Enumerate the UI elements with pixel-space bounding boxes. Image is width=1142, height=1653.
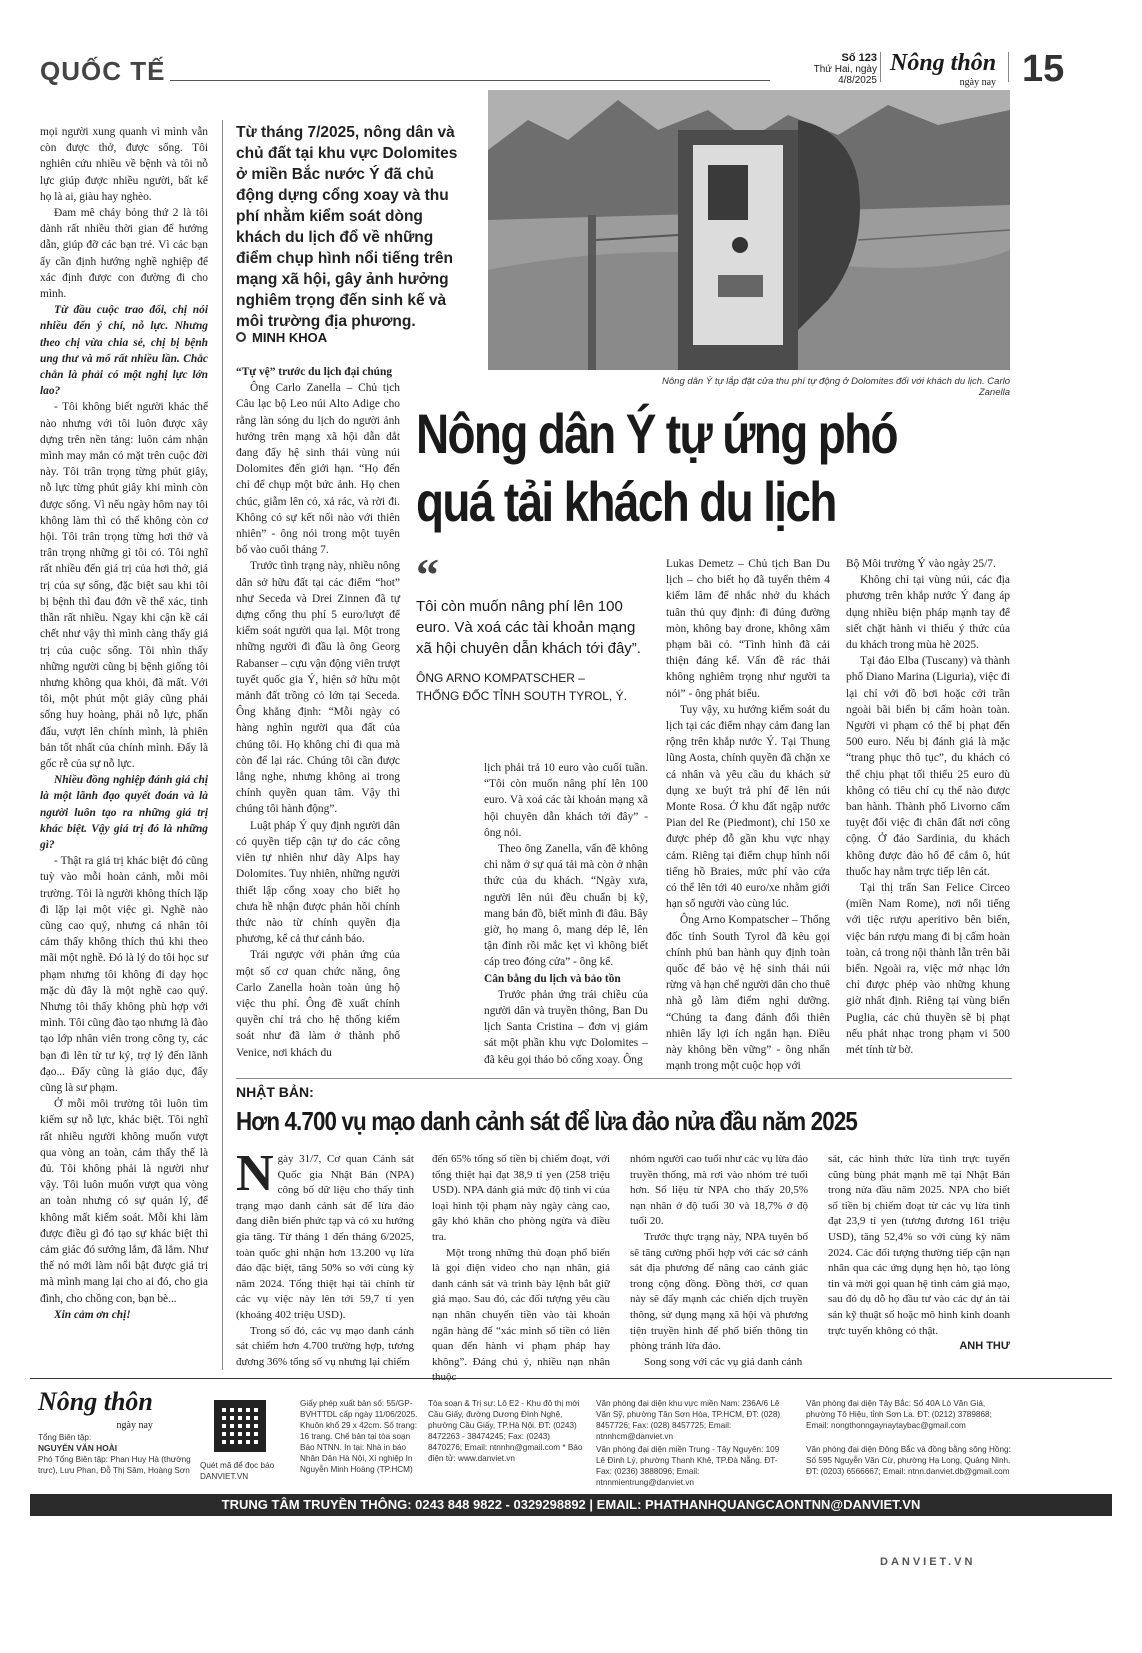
article-paragraph: Không chỉ tại vùng núi, các địa phương trên khắp nước Ý đang áp dụng nhiều biện pháp mạnh tay để siết chặt hành vi thiếu ý thức của du khách trong mùa hè 2025. (846, 574, 1010, 652)
masthead-logo (890, 52, 996, 94)
quote-icon: “ (416, 549, 439, 600)
left-paragraph: - Thật ra giá trị khác biệt đó cũng tuỳ vào mỗi hoàn cảnh, mỗi môi trường. Tôi là người không thích lặp đi lặp lại một việc gì. Nghề nào cũng cao quý, nhưng cá nhân tôi cảm thấy không thích thú khi theo mãi một nghề. Đó là lý do tôi học sư phạm nhưng tôi không đi dạy học mặc dù đây là một nghề cao quý. Nhưng tôi thấy không phù hợp với mình. Tôi cũng đào tạo nhưng là đào tạo lớp nhân viên trong công ty, các bạn đi lên từ tư ký, trợ lý đến lãnh đạo... Đấy cũng là giáo dục, đấy cũng là sư phạm. (40, 855, 208, 1094)
article-paragraph: Tại thị trấn San Felice Circeo (miền Nam Rome), nơi nổi tiếng với tiệc rượu aperitivo bên biển, việc bán rượu mang đi bị cấm hoàn toàn, cả trong nội thành lẫn trên bãi biển. Ngoài ra, việc mở nhạc lớn chỉ được phép vào những khung giờ nhất định. Riêng tại vùng biển Puglia, các chủ thuyền sẽ bị phạt nếu phát nhạc trong phạm vi 500 mét tính từ bờ. (846, 882, 1010, 1057)
article-lede: Từ tháng 7/2025, nông dân và chủ đất tại khu vực Dolomites ở miền Bắc nước Ý đã chủ động dựng cổng xoay và thu phí nhằm kiểm soát dòng khách du lịch đổ về những điểm chụp hình nổi tiếng trên mạng xã hội, gây ảnh hưởng nghiêm trọng đến sinh kế và môi trường địa phương. (236, 124, 458, 330)
article-paragraph: Tuy vậy, xu hướng kiểm soát du lịch tại các điểm nhạy cảm đang lan rộng trên khắp nước Ý. Tại Thung lũng Aosta, chính quyền đã chặn xe cá nhân và yêu cầu du khách sử dụng xe buýt trả phí để lên núi Monte Rosa. Ở khu đất ngập nước Pian del Re (Piedmont), chỉ 150 xe được phép đỗ gần khu vực nhạy cảm. Riêng tại điểm chụp hình nổi tiếng hồ Braies, mức phí vào cửa có thể lên tới 40 euro/xe nhằm giới hạn số người vào cùng lúc. (666, 703, 830, 911)
qr-code[interactable] (214, 1400, 266, 1452)
article-column-4 (846, 556, 1010, 1058)
article-paragraph: Theo ông Zanella, vấn đề không chỉ nằm ở sự quá tải mà còn ở nhận thức của du khách. “Ngày xưa, người lên núi đều chuẩn bị kỹ, mang bản đồ, biết mình đi đâu. Bây giờ, họ mang ô, mang dép lê, lên tận đỉnh rồi mắc kẹt vì không biết cáp treo đóng cửa” - ông kể. (484, 843, 648, 969)
story-divider (236, 1078, 1012, 1079)
section-title: QUỐC TẾ (40, 56, 166, 86)
header-separator-2 (1008, 52, 1009, 82)
left-question: Từ đầu cuộc trao đổi, chị nói nhiều đến ý chí, nỗ lực. Nhưng theo chị vừa chia sẻ, chị bị bệnh ung thư và mổ rất nhiều lần. Chắc chắn là phải có một nghị lực lớn lao? (40, 304, 208, 398)
northwest-office: Văn phòng đại diện Tây Bắc: Số 40A Lò Văn Giá, phường Tô Hiệu, tỉnh Sơn La. ĐT: (0212) 3789868; Email: nongthonngaynaytaybac@gmail.com (806, 1399, 992, 1430)
left-column (40, 124, 208, 1323)
article-paragraph: Trước phản ứng trái chiều của người dân và truyền thông, Ban Du lịch Santa Cristina – đơn vị giám sát một phần khu vực Dolomites – đã kêu gọi tháo bỏ cổng xoay. Ông (484, 988, 648, 1066)
office-info: Tòa soạn & Trị sự: Lô E2 - Khu đô thị mới Cầu Giấy, đường Dương Đình Nghệ, phường Cầu Giấy, TP.Hà Nội. ĐT: (0243) 8472263 - 38474245; Fax: (0243) 8470276; Email: ntnnhn@gmail.com * Báo điện tử: www.danviet.vn (428, 1399, 583, 1463)
japan-column-4 (828, 1152, 1010, 1355)
article-photo (488, 90, 1010, 370)
left-paragraph: - Tôi không biết người khác thế nào nhưng với tôi luôn được xây dựng trên nền tảng: luôn cảm nhận mình may mắn có mặt trên cuộc đời này. Tôi trân trọng từng phút giây, nỗ lực từng phút giây khi mình còn được sống. Vì nếu ngày hôm nay tôi không làm thì có thể không còn cơ hội. Tôi trân trọng từng hơi thở và trân trọng những gì tôi có. Tôi nghĩ rất nhiều đến giá trị của hơi thở, giá trị của sự sống, đặc biệt sau khi tôi bị bệnh thì đau đớn về thể xác, tinh thần rất nhiều. Ngay khi cận kề cái chết như vậy thì mình càng thấy giá trị của cuộc sống. Tôi nhìn thấy những người cũng bị bệnh giống tôi nhưng không qua khỏi, đã mất. Với tôi, một phút một giây cũng phải sống huy hoàng, phải nỗ lực, phấn đấu, vượt lên chính mình, là phiên bản tốt nhất của chính mình. Đấy là gốc rễ của sự nỗ lực. (40, 401, 208, 770)
article-paragraph: Song song với các vụ giả danh cảnh (644, 1355, 803, 1368)
article-paragraph: Trong số đó, các vụ mạo danh cảnh sát chiếm hơn 4.700 trường hợp, tương đương 36% tổng số vụ nhưng lại chiếm (236, 1324, 414, 1368)
article-paragraph: Một trong những thủ đoạn phổ biến là gọi điện video cho nạn nhân, giả danh cảnh sát và trình bày lệnh bắt giữ giả mạo. Sau đó, các đối tượng yêu cầu nạn nhân chuyển tiền vào tài khoản ngân hàng để “xác minh số tiền có liên quan đến hành vi phạm pháp hay không”. Đáng chú ý, nhiều nạn nhân (432, 1246, 610, 1368)
quote-attribution: ÔNG ARNO KOMPATSCHER – THỐNG ĐỐC TỈNH SOUTH TYROL, Ý. (416, 671, 627, 703)
article-byline: MINH KHOA (236, 330, 327, 345)
editorial-board: Tổng Biên tập: NGUYỄN VĂN HOÀI Phó Tổng Biên tập: Phan Huy Hà (thường trực), Lưu Phan, Đỗ Thị Sâm, Hoàng Sơn (38, 1433, 191, 1475)
article-paragraph: Tại đảo Elba (Tuscany) và thành phố Diano Marina (Liguria), việc đi lại chỉ với đồ bơi hoặc cởi trần ngoài bãi biển bị cấm hoàn toàn. Người vi phạm có thể bị phạt đến 500 euro. Nếu bị đánh giá là mặc “trang phục thô tục”, du khách có thể chịu phạt tối thiểu 25 euro dù không có tiêu chí cụ thể nào được ban hành. Thành phố Livorno cấm tuyệt đối việc đi chân đất nơi công cộng. Ở đảo Sardinia, du khách không được đào hố để cắm ô, hút thuốc hay nằm trực tiếp lên cát. (846, 655, 1010, 878)
article-paragraph: Lukas Demetz – Chủ tịch Ban Du lịch – cho biết họ đã tuyển thêm 4 kiểm lâm để nhắc nhở du khách tuân thủ quy định: đi đúng đường mòn, không bay drone, không xâm phạm bãi cỏ. “Tình hình đã cải thiện đáng kể. Vấn đề rác thải không nghiêm trọng như người ta nói” - ông phát biểu. (666, 558, 830, 700)
left-question: Nhiều đồng nghiệp đánh giá chị là một lãnh đạo quyết đoán và là người luôn tạo ra những giá trị khác biệt. Vậy giá trị đó là những gì? (40, 774, 208, 851)
japan-headline: Hơn 4.700 vụ mạo danh cảnh sát để lừa đảo nửa đầu năm 2025 (236, 1106, 857, 1136)
photo-illustration (488, 90, 1010, 370)
quote-text: Tôi còn muốn nâng phí lên 100 euro. Và xoá các tài khoản mạng xã hội chuyên dẫn khách tới đây”. (416, 598, 641, 657)
article-paragraph: Trước thực trạng này, NPA tuyên bố sẽ tăng cường phối hợp với các sở cảnh sát địa phương để nâng cao cảnh giác trong cộng đồng. Đồng thời, cơ quan này sẽ đẩy mạnh các chiến dịch truyền thông, sử dụng mạng xã hội và phương tiện truyền hình để phổ biến thông tin phòng tránh lừa đảo. (630, 1230, 808, 1353)
article-paragraph: Bộ Môi trường Ý vào ngày 25/7. (846, 558, 996, 570)
northeast-office: Văn phòng đại diện Đông Bắc và đồng bằng sông Hồng: Số 595 Nguyễn Văn Cừ, phường Hạ Long, Quảng Ninh. ĐT: (0203) 6566667; Email: ntnn.danviet.db@gmail.com (806, 1445, 1011, 1476)
issue-date: Thứ Hai, ngày 4/8/2025 (813, 64, 877, 86)
photo-caption: Nông dân Ý tự lắp đặt cửa thu phí tự động ở Dolomites đối với khách du lịch. Carlo Zanella (662, 376, 1010, 398)
japan-column-1: Ngày 31/7, Cơ quan Cảnh sát Quốc gia Nhật Bản (NPA) công bố dữ liệu cho thấy tình trạng mạo danh cảnh sát để lừa đảo đang diễn biến phức tạp và có xu hướng gia tăng. Từ tháng 1 đến tháng 6/2025, toàn quốc ghi nhận hơn 13.200 vụ lừa đảo đặc biệt, tăng 50% so với cùng kỳ năm 2024. Tổng thiệt hại tài chính từ các vụ việc này lên tới 59,7 tỉ yen (khoảng 402 triệu USD). Trong số đó, các vụ mạo danh cảnh sát chiếm hơn 4.700 trường hợp, tương đương 36% tổng số vụ nhưng lại chiếm (236, 1152, 414, 1370)
footer-logo: Nông thôn ngày nay (38, 1387, 153, 1431)
article-paragraph: lịch phải trả 10 euro vào cuối tuần. “Tôi còn muốn nâng phí lên 100 euro. Và xoá các tài khoản mạng xã hội chuyên dẫn khách tới đây” - ông nói. (484, 762, 648, 839)
masthead-subtitle: ngày nay (959, 77, 997, 88)
left-paragraph: mọi người xung quanh vì mình vẫn còn được thở, được sống. Tôi nghiên cứu nhiều về bệnh và tôi nỗ lực giúp được nhiều người, bất kể họ là ai, giàu hay nghèo. (40, 126, 208, 203)
article-paragraph: sát, các hình thức lừa tình trực tuyến cũng bùng phát mạnh mẽ tại Nhật Bản trong nửa đầu năm 2025. NPA cho biết số tiền bị chiếm đoạt từ các vụ lừa tình đạt 23,9 tỉ yen (tương đương 161 triệu USD), tăng 52,4% so với cùng kỳ năm 2024. Các đối tượng thường tiếp cận nạn nhân qua các ứng dụng hẹn hò, tạo lòng tin và mời gọi quan hệ tình cảm giả mạo, sau đó dụ dỗ họ đầu tư vào các dự án tài sản kỹ thuật số hoặc mô hình kinh doanh trực tuyến không có thật. (828, 1153, 1010, 1337)
article-paragraph: Trước tình trạng này, nhiều nông dân sở hữu đất tại các điểm “hot” như Seceda và Drei Zinnen đã tự dựng cổng thu phí 5 euro/lượt để kiểm soát người qua lại. Một trong những người đi đầu là ông Georg Rabanser – cựu vận động viên trượt tuyết quốc gia Ý, hiện sở hữu một mảnh đất trồng cỏ lớn tại Seceda. Ông khẳng định: “Mỗi ngày có hàng nghìn người qua đất của chúng tôi. Họ không chỉ đi qua mà còn để lại rác. Chúng tôi cần được lắng nghe, nhưng không ai trong chính quyền quan tâm. Vậy thì chúng tôi hành động”. (236, 560, 400, 816)
japan-byline: ANH THƯ (959, 1340, 1010, 1353)
japan-kicker: NHẬT BẢN: (236, 1084, 314, 1100)
page-number: 15 (1022, 48, 1065, 90)
byline-icon (236, 332, 246, 342)
masthead-title: Nông thôn (890, 50, 997, 76)
left-closing: Xin cảm ơn chị! (54, 1308, 131, 1321)
article-column-1 (236, 364, 400, 1061)
issue-info (782, 52, 877, 86)
site-link[interactable]: DANVIET.VN (880, 1556, 976, 1568)
license-info: Giấy phép xuất bản số: 55/GP-BVHTTDL cấp ngày 11/06/2025. Khuôn khổ 29 x 42cm. Số trang: 16 trang. Chế bản tại tòa soạn Báo NTNN. In tại: Nhà in báo Nhân Dân Hà Nội, Xí nghiệp In Nguyễn Minh Hoàng (TP.HCM) (300, 1399, 418, 1474)
column-divider (222, 120, 223, 1370)
article-headline: Nông dân Ý tự ứng phó quá tải khách du lịch (416, 402, 897, 533)
south-office: Văn phòng đại diện khu vực miền Nam: 236A/6 Lê Văn Sỹ, phường Tân Sơn Hòa, TP.HCM, ĐT: (028) 8457726; Fax: (028) 8457725; Email: ntnnhcm@danviet.vn (596, 1399, 781, 1441)
qr-note: Quét mã để đọc báo DANVIET.VN (200, 1461, 275, 1481)
subheading: Cân bằng du lịch và bảo tồn (484, 972, 621, 985)
header-separator (880, 52, 881, 82)
japan-column-2 (432, 1152, 610, 1386)
central-office: Văn phòng đại diện miền Trung - Tây Nguyên: 109 Lê Đình Lý, phường Thanh Khê, TP.Đà Nẵng. ĐT-Fax: (0236) 3888096; Email: ntnnmientrung@danviet.vn (596, 1445, 780, 1487)
article-column-3 (666, 556, 830, 1075)
article-paragraph: Ông Carlo Zanella – Chủ tịch Câu lạc bộ Leo núi Alto Adige cho rằng làn sóng du lịch do người ảnh hưởng trên mạng xã hội dẫn dắt đang đẩy hệ sinh thái vùng núi Dolomites đến giới hạn. “Họ đến chỉ để chụp một bức ảnh. Họ chen chúc, giẫm lên cỏ, xả rác, và rời đi. Không có sự kết nối nào với thiên nhiên” - ông nói trong một tuyên bố vào cuối tháng 7. (236, 382, 400, 557)
article-paragraph: Luật pháp Ý quy định người dân có quyền tiếp cận tự do các công viên tự nhiên như dãy Alps hay Dolomites. Tuy nhiên, những người thiết lập cổng xoay cho biết họ chưa hề nhận được phản hồi chính thức nào từ chính quyền địa phương, kể cả thư cảnh báo. (236, 819, 400, 946)
subheading: “Tự vệ” trước du lịch đại chúng (236, 366, 393, 378)
pull-quote (416, 549, 644, 705)
japan-column-3 (630, 1152, 808, 1370)
article-paragraph: Ông Arno Kompatscher – Thống đốc tỉnh South Tyrol đã kêu gọi chính phủ ban hành quy định toàn quốc để bảo vệ hệ sinh thái núi rừng và hạn chế người dân cho thuê nhà gỗ làm điểm nghỉ dưỡng. “Chúng ta đang đánh đổi thiên nhiên lấy lợi ích ngắn hạn. Điều này không bền vững” - ông nhấn mạnh trong một cuộc họp với (666, 914, 830, 1073)
header-divider (170, 80, 770, 81)
article-paragraph: đến 65% tổng số tiền bị chiếm đoạt, với tổng thiệt hại đạt 38,9 tỉ yen (258 triệu USD). NPA đánh giá mức độ tinh vi của loại hình tội phạm này ngày càng cao, gây khó khăn cho phòng ngừa và điều tra. (432, 1153, 610, 1243)
left-paragraph: Ở mỗi môi trường tôi luôn tìm kiếm sự nỗ lực, khác biệt. Tôi nghĩ rất nhiều người không muốn vượt qua vòng an toàn, cảm thấy thế là đủ. Tôi không phải là người như vậy. Tôi luôn muốn vượt qua vòng an toàn nhưng có sự quản lý, để không mất kiểm soát. Mỗi khi làm được điều gì đó tạo sự khác biệt thì cảm giác đó sướng lắm, đã lắm. Như thế nó mới làm nổi bật được giá trị mà mình mang lại cho ai đó, cho gia đình, cho chồng con, bạn bè... (40, 1098, 208, 1305)
footer-divider (30, 1378, 1112, 1379)
issue-number: Số 123 (841, 52, 877, 64)
hotline-bar: TRUNG TÂM TRUYỀN THÔNG: 0243 848 9822 - 0329298892 | EMAIL: PHATHANHQUANGCAONTNN@DANVIET.VN (30, 1494, 1112, 1516)
article-paragraph: Trái ngược với phản ứng của một số cơ quan chức năng, ông Carlo Zanella hoàn toàn ủng hộ việc thu phí. Ông đề xuất chính quyền chỉ trả cho hệ thống kiểm soát như đã làm ở thành phố Venice, nơi khách du (236, 949, 400, 1059)
article-column-2 (484, 760, 648, 1068)
drop-cap: N (236, 1145, 274, 1202)
left-paragraph: Đam mê cháy bỏng thứ 2 là tôi dành rất nhiều thời gian để hướng dẫn, giúp đỡ các bạn trẻ. Vì các bạn ấy cần định hướng nghề nghiệp để xác định được con đường đi cho mình. (40, 207, 208, 301)
article-paragraph: nhóm người cao tuổi như các vụ lừa đảo truyền thống, mà rơi vào nhóm trẻ tuổi hơn. Số liệu từ NPA cho thấy 20,5% nạn nhân ở độ tuổi 30 và 18,7% ở độ tuổi 20. (630, 1153, 808, 1228)
